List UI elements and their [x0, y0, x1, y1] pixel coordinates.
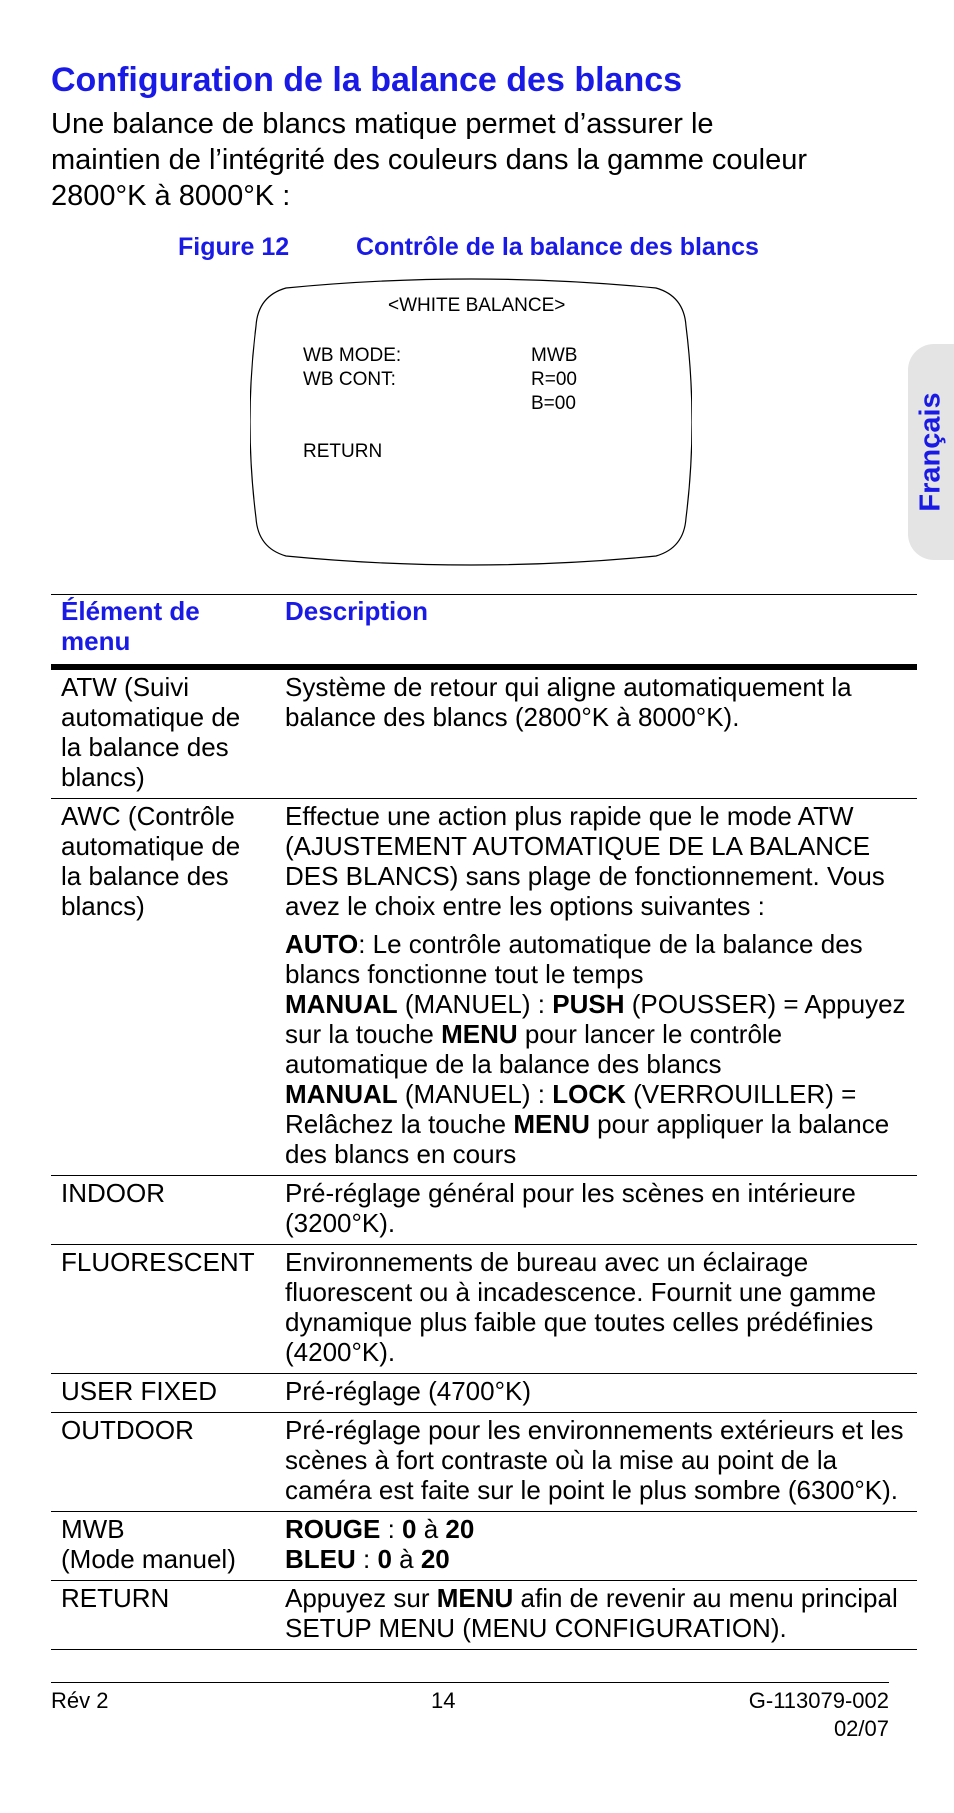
page-footer [51, 1682, 889, 1741]
table-row [51, 1512, 917, 1581]
menu-items-table [51, 594, 917, 1650]
menu-item-name: AWC (Contrôle automatique de la balance des blancs) [51, 799, 275, 1176]
menu-item-description [275, 1176, 917, 1245]
menu-item-description [275, 1413, 917, 1512]
table-row [51, 1581, 917, 1650]
menu-item-description [275, 1512, 917, 1581]
menu-item-description [275, 1374, 917, 1413]
description-paragraph: Pré-réglage général pour les scènes en intérieure (3200°K). [285, 1178, 856, 1238]
table-header-row [51, 595, 917, 668]
intro-paragraph: Une balance de blancs matique permet d’assurer le maintien de l’intégrité des couleurs dans la gamme couleur 2800°K à 8000°K : [51, 108, 808, 212]
osd-screen-figure [250, 276, 692, 568]
menu-item-name: OUTDOOR [51, 1413, 275, 1512]
description-paragraph: Pré-réglage (4700°K) [285, 1376, 531, 1406]
table-row [51, 799, 917, 1176]
description-paragraph: Environnements de bureau avec un éclairage fluorescent ou à incadescence. Fournit une gamme dynamique plus faible que toutes celles prédéfinies (4200°K). [285, 1247, 877, 1367]
table-row [51, 1245, 917, 1374]
osd-heading: <WHITE BALANCE> [388, 295, 566, 316]
column-header-item: Élément de menu [51, 595, 275, 668]
monitor-outline [250, 276, 692, 568]
footer-doc-id: G-113079-002 [748, 1688, 889, 1713]
footer-date: 02/07 [833, 1716, 889, 1741]
column-header-description: Description [275, 595, 917, 668]
table-row [51, 1374, 917, 1413]
description-paragraph: ROUGE : 0 à 20 BLEU : 0 à 20 [285, 1514, 475, 1574]
figure-number: Figure 12 [178, 233, 290, 261]
table-row [51, 1176, 917, 1245]
menu-item-description [275, 667, 917, 799]
table-row [51, 1413, 917, 1512]
table-body [51, 667, 917, 1650]
osd-wb-cont-r: R=00 [531, 369, 577, 390]
description-paragraph: Effectue une action plus rapide que le mode ATW (AJUSTEMENT AUTOMATIQUE DE LA BALANCE DES BLANCS) sans plage de fonctionnement. Vous avez le choix entre les options suivantes : [285, 801, 885, 921]
footer-doc-info [749, 1687, 889, 1743]
menu-item-description [275, 799, 917, 1176]
page-title: Configuration de la balance des blancs [51, 61, 683, 99]
osd-wb-mode-value: MWB [531, 345, 578, 366]
description-paragraph: AUTO: Le contrôle automatique de la balance des blancs fonctionne tout le temps MANUAL (MANUEL) : PUSH (POUSSER) = Appuyez sur la touche MENU pour lancer le contrôle automatique de la balance des blancs MANUAL (MANUEL) : LOCK (VERROUILLER) = Relâchez la touche MENU pour appliquer la balance des blancs en cours [285, 929, 906, 1169]
osd-return: RETURN [303, 441, 383, 462]
description-paragraph: Appuyez sur MENU afin de revenir au menu principal SETUP MENU (MENU CONFIGURATION). [285, 1583, 898, 1643]
menu-item-description [275, 1581, 917, 1650]
menu-item-name: INDOOR [51, 1176, 275, 1245]
menu-item-description [275, 1245, 917, 1374]
osd-wb-cont-b: B=00 [531, 393, 576, 414]
footer-page-number: 14 [431, 1688, 456, 1713]
menu-item-name: ATW (Suivi automatique de la balance des blancs) [51, 667, 275, 799]
footer-revision: Rév 2 [51, 1688, 109, 1713]
osd-wb-mode-label: WB MODE: [303, 345, 402, 366]
table-row [51, 667, 917, 799]
figure-title: Contrôle de la balance des blancs [356, 233, 759, 261]
menu-item-name: FLUORESCENT [51, 1245, 275, 1374]
language-tab [908, 344, 954, 560]
osd-wb-cont-label: WB CONT: [303, 369, 396, 390]
figure-caption [178, 230, 759, 264]
menu-item-name: USER FIXED [51, 1374, 275, 1413]
description-paragraph: Système de retour qui aligne automatiquement la balance des blancs (2800°K à 8000°K). [285, 672, 852, 732]
menu-item-name: MWB (Mode manuel) [51, 1512, 275, 1581]
language-tab-label: Français [914, 392, 947, 512]
description-paragraph: Pré-réglage pour les environnements extérieurs et les scènes à fort contraste où la mise au point de la caméra est faite sur le point le plus sombre (6300°K). [285, 1415, 904, 1505]
menu-item-name: RETURN [51, 1581, 275, 1650]
